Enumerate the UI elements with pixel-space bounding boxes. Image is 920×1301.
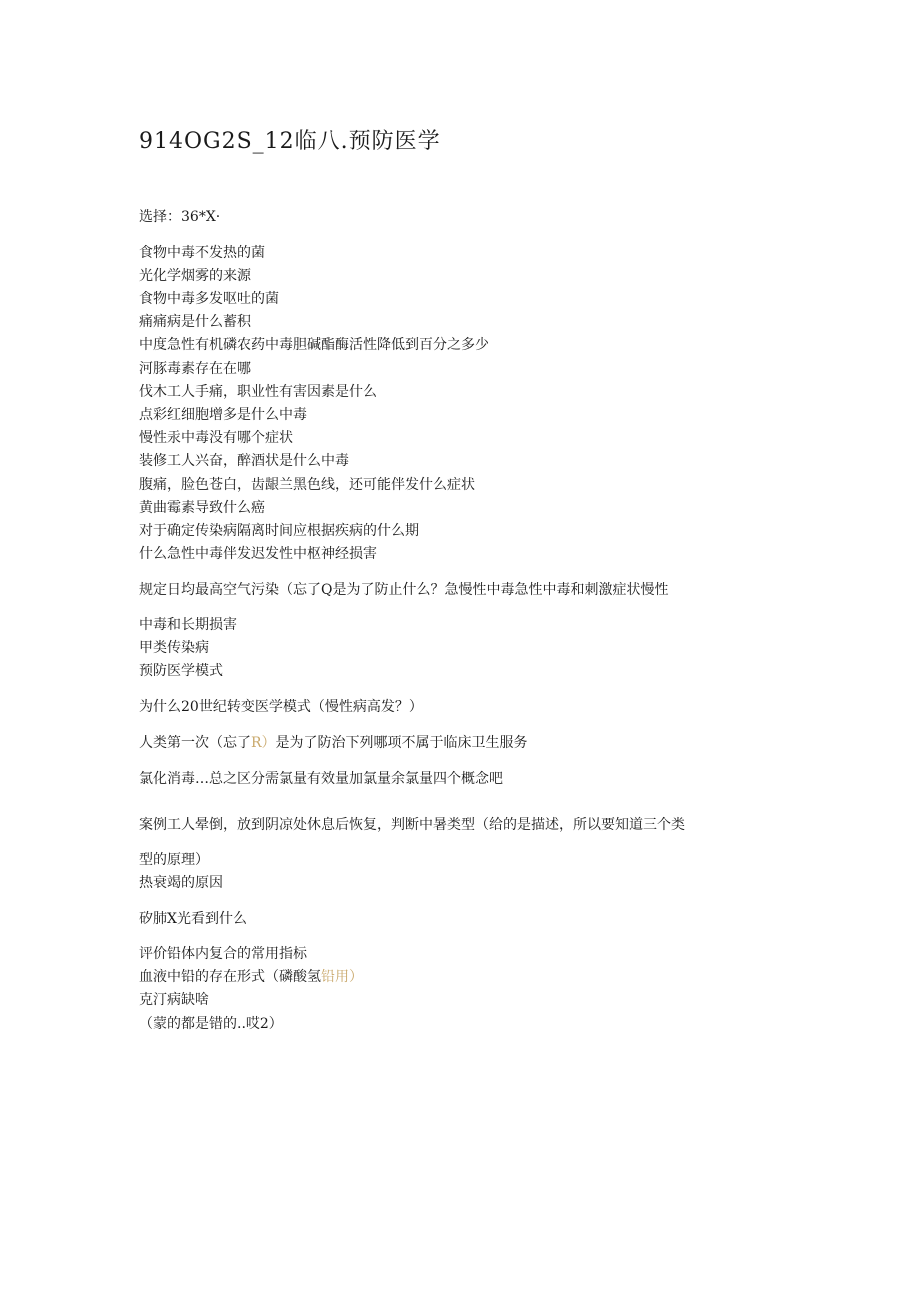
question-item: 点彩红细胞增多是什么中毒 — [139, 407, 307, 423]
document-title: 914OG2S_12临八.预防医学 — [139, 129, 441, 154]
highlighted-text: 铅用） — [321, 969, 363, 985]
question-item: 型的原理） — [139, 852, 209, 868]
text-segment: 是为了防治下列哪项不属于临床卫生服务 — [275, 735, 528, 751]
question-item: 预防医学模式 — [139, 663, 223, 679]
question-item-lead — [139, 968, 363, 986]
question-item: 甲类传染病 — [139, 640, 209, 656]
question-item: 黄曲霉素导致什么癌 — [139, 500, 265, 516]
question-item-first — [139, 734, 528, 752]
question-item: 河豚毒素存在在哪 — [139, 361, 251, 377]
question-item-case: 案例工人晕倒，放到阴凉处休息后恢复，判断中暑类型（给的是描述，所以要知道三个类 — [139, 817, 685, 833]
section-label: 选择：36*X· — [139, 209, 221, 225]
question-item: （蒙的都是错的..哎2） — [139, 1016, 283, 1032]
question-item-air: 规定日均最高空气污染（忘了Q是为了防止什么？急慢性中毒急性中毒和刺激症状慢性 — [139, 582, 669, 598]
question-item: 评价铅体内复合的常用指标 — [139, 946, 307, 962]
question-item-chlorine: 氯化消毒…总之区分需氯量有效量加氯量余氯量四个概念吧 — [139, 771, 503, 787]
highlighted-text: R） — [251, 735, 276, 751]
question-item: 食物中毒不发热的菌 — [139, 245, 265, 261]
question-item: 对于确定传染病隔离时间应根据疾病的什么期 — [139, 523, 419, 539]
text-segment: 人类第一次（忘了 — [139, 735, 251, 751]
question-item: 克汀病缺啥 — [139, 992, 209, 1008]
question-item: 装修工人兴奋，醉酒状是什么中毒 — [139, 453, 349, 469]
question-item: 伐木工人手痛，职业性有害因素是什么 — [139, 384, 377, 400]
question-item: 什么急性中毒伴发迟发性中枢神经损害 — [139, 546, 377, 562]
question-item: 食物中毒多发呕吐的菌 — [139, 291, 279, 307]
question-item: 痛痛病是什么蓄积 — [139, 314, 251, 330]
question-item: 慢性汞中毒没有哪个症状 — [139, 430, 293, 446]
question-item: 光化学烟雾的来源 — [139, 268, 251, 284]
question-item: 中毒和长期损害 — [139, 617, 237, 633]
question-item-silicosis: 矽肺X光看到什么 — [139, 911, 247, 927]
question-item-model: 为什么20世纪转变医学模式（慢性病高发？） — [139, 699, 423, 715]
question-item: 中度急性有机磷农药中毒胆碱酯酶活性降低到百分之多少 — [139, 337, 489, 353]
question-item: 热衰竭的原因 — [139, 875, 223, 891]
question-item: 腹痛，脸色苍白，齿龈兰黑色线，还可能伴发什么症状 — [139, 477, 475, 493]
text-segment: 血液中铅的存在形式（磷酸氢 — [139, 969, 321, 985]
